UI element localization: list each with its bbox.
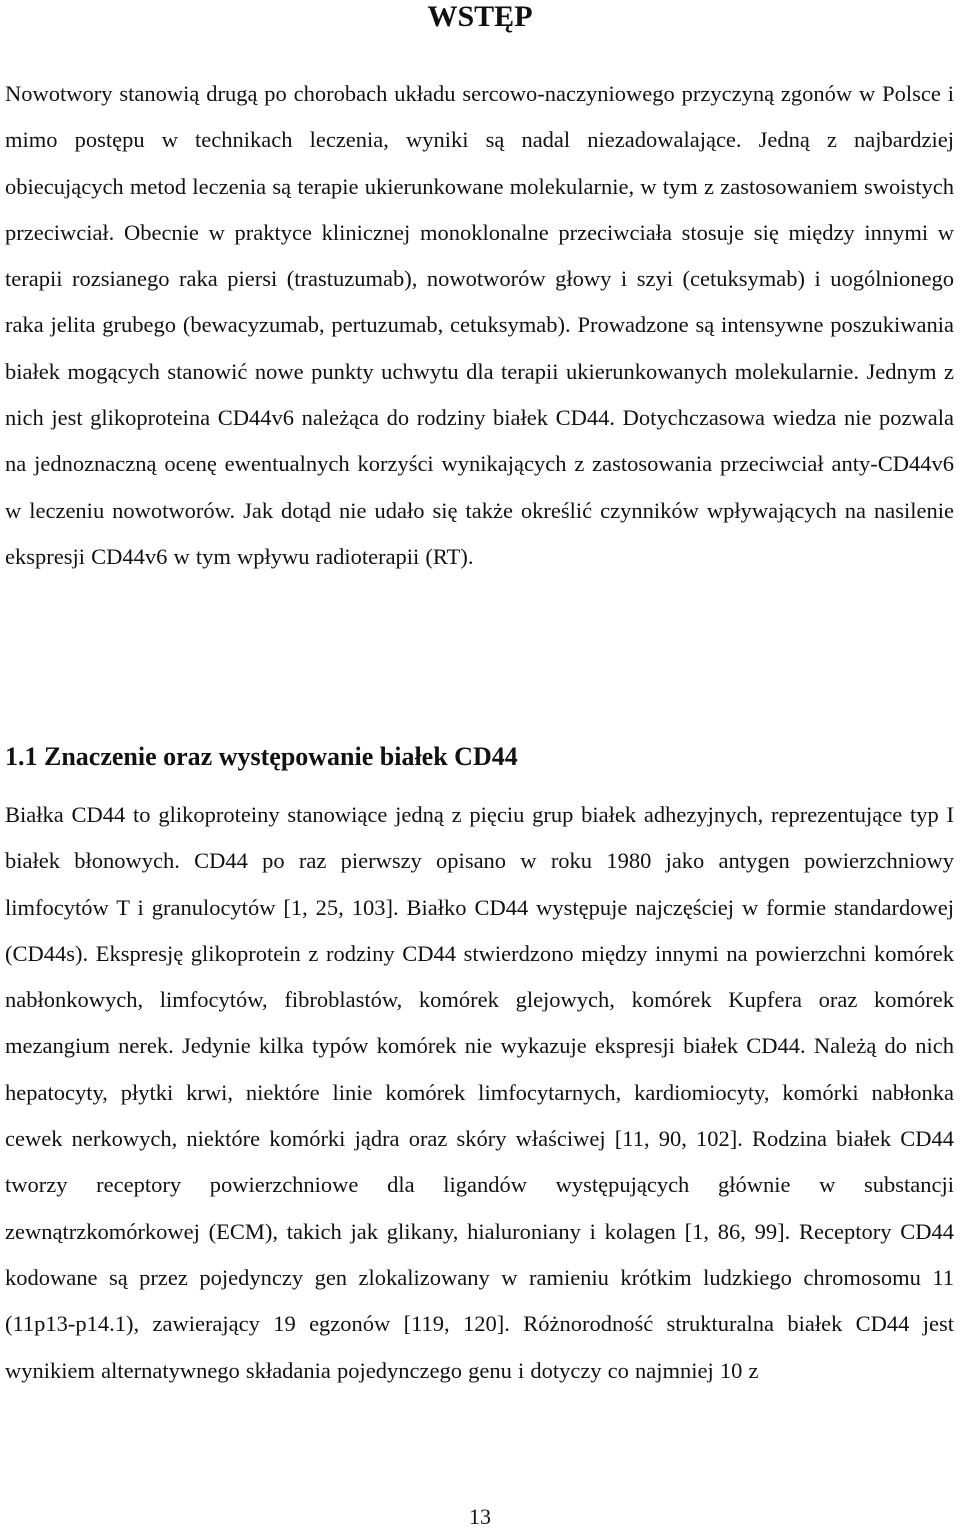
section-heading: 1.1 Znaczenie oraz występowanie białek CD44 [5,742,518,771]
section-paragraph: Białka CD44 to glikoproteiny stanowiące jedną z pięciu grup białek adhezyjnych, reprezentujące typ I białek błonowych. CD44 po raz pierwszy opisano w roku 1980 jako antygen powierzchniowy limfocytów T i granulocytów [1, 25, 103]. Białko CD44 występuje najczęściej w formie standardowej (CD44s). Ekspresję glikoprotein z rodziny CD44 stwierdzono między innymi na powierzchni komórek nabłonkowych, limfocytów, fibroblastów, komórek glejowych, komórek Kupfera oraz komórek mezangium nerek. Jedynie kilka typów komórek nie wykazuje ekspresji białek CD44. Należą do nich hepatocyty, płytki krwi, niektóre linie komórek limfocytarnych, kardiomiocyty, komórki nabłonka cewek nerkowych, niektóre komórki jądra oraz skóry właściwej [11, 90, 102]. Rodzina białek CD44 tworzy receptory powierzchniowe dla ligandów występujących głównie w substancji zewnątrzkomórkowej (ECM), takich jak glikany, hialuroniany i kolagen [1, 86, 99]. Receptory CD44 kodowane są przez pojedynczy gen zlokalizowany w ramieniu krótkim ludzkiego chromosomu 11 (11p13-p14.1), zawierający 19 egzonów [119, 120]. Różnorodność strukturalna białek CD44 jest wynikiem alternatywnego składania pojedynczego genu i dotyczy co najmniej 10 z [5,802,954,1383]
page-title: WSTĘP [427,0,533,33]
intro-paragraph: Nowotwory stanowią drugą po chorobach układu sercowo-naczyniowego przyczyną zgonów w Polsce i mimo postępu w technikach leczenia, wyniki są nadal niezadowalające. Jedną z najbardziej obiecujących metod leczenia są terapie ukierunkowane molekularnie, w tym z zastosowaniem swoistych przeciwciał. Obecnie w praktyce klinicznej monoklonalne przeciwciała stosuje się między innymi w terapii rozsianego raka piersi (trastuzumab), nowotworów głowy i szyi (cetuksymab) i uogólnionego raka jelita grubego (bewacyzumab, pertuzumab, cetuksymab). Prowadzone są intensywne poszukiwania białek mogących stanowić nowe punkty uchwytu dla terapii ukierunkowanych molekularnie. Jednym z nich jest glikoproteina CD44v6 należąca do rodziny białek CD44. Dotychczasowa wiedza nie pozwala na jednoznaczną ocenę ewentualnych korzyści wynikających z zastosowania przeciwciał anty-CD44v6 w leczeniu nowotworów. Jak dotąd nie udało się także określić czynników wpływających na nasilenie ekspresji CD44v6 w tym wpływu radioterapii (RT). [5,81,954,569]
page-number: 13 [469,1504,491,1529]
